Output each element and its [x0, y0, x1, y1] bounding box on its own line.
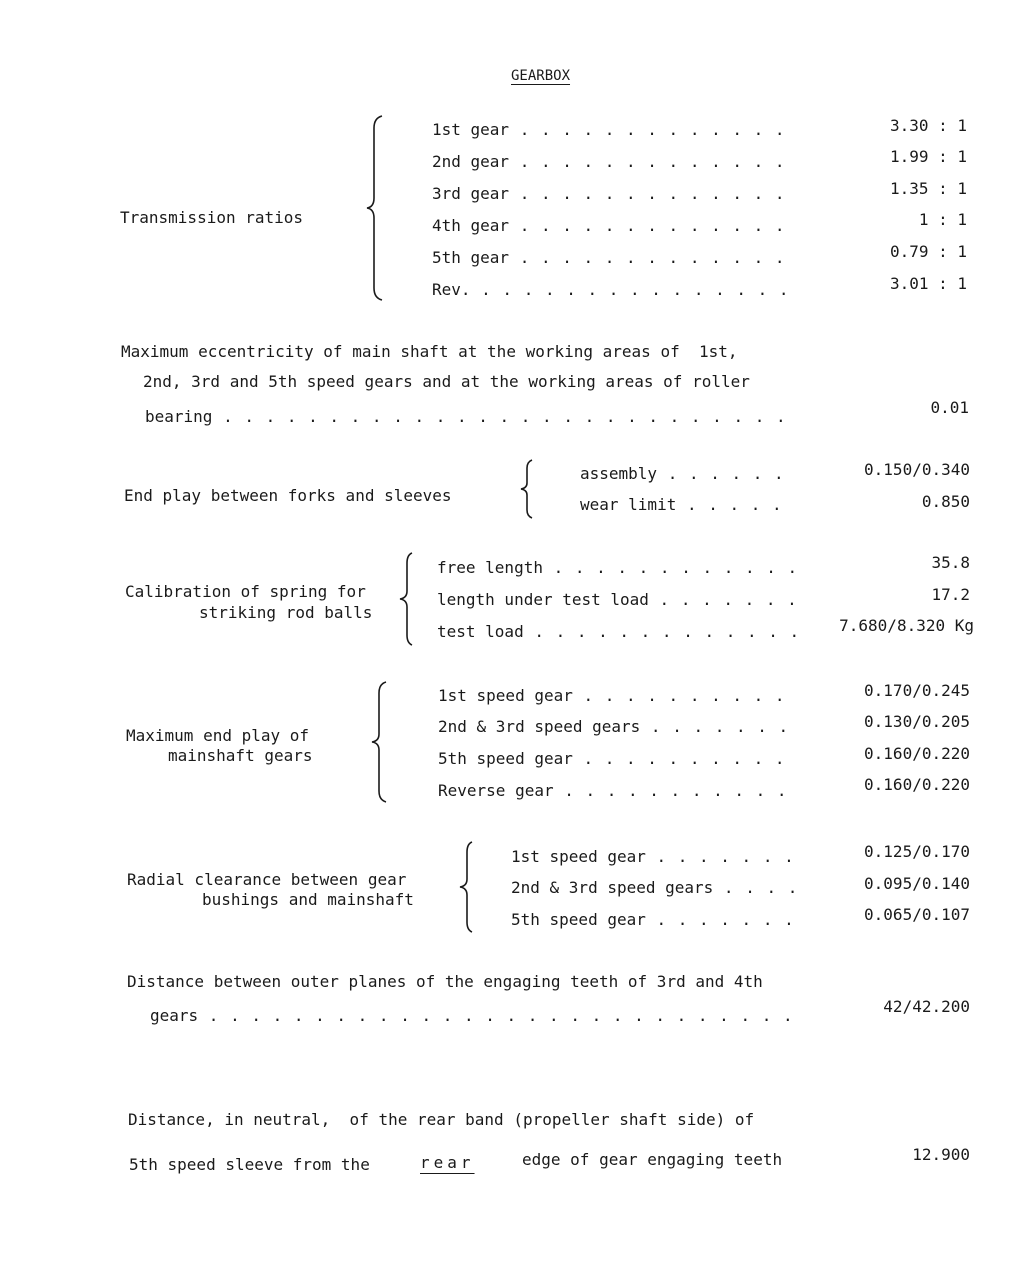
distance-teeth-value: 42/42.200: [883, 997, 970, 1016]
radial-row-name: 2nd & 3rd speed gears . . .: [511, 878, 796, 898]
eccentricity-line-1: Maximum eccentricity of main shaft at the working areas of 1st,: [121, 342, 738, 361]
gear-ratio-value: 0.79 : 1: [889, 242, 967, 261]
radial-brace: [458, 842, 476, 932]
gear-ratio-value: 1.35 : 1: [889, 179, 967, 198]
end-play-gears-row-value: 0.170/0.245: [864, 681, 970, 700]
end-play-gears-row-name: Reverse gear . . .: [438, 781, 796, 801]
end-play-gears-row-name: 1st speed gear . . .: [438, 686, 796, 706]
spring-row-value: 7.680/8.320 Kg: [839, 616, 974, 635]
gear-ratio-name: Rev. . . .: [432, 280, 796, 300]
radial-row-value: 0.095/0.140: [864, 874, 970, 893]
end-play-forks-row-value: 0.850: [921, 492, 970, 511]
eccentricity-line-3: bearing . . .: [145, 407, 796, 427]
radial-row-name: 1st speed gear . . .: [511, 847, 796, 867]
spring-row-value: 17.2: [931, 585, 970, 604]
end-play-gears-label-line-1: Maximum end play of: [126, 726, 310, 745]
spring-row-name: length under test load . . .: [437, 590, 796, 610]
end-play-gears-row-name: 5th speed gear . . .: [438, 749, 796, 769]
gear-ratio-name: 5th gear . . .: [432, 248, 796, 268]
eccentricity-line-2: 2nd, 3rd and 5th speed gears and at the working areas of roller: [143, 372, 750, 391]
end-play-forks-label: End play between forks and sleeves: [124, 486, 452, 505]
radial-label-line-2: bushings and mainshaft: [202, 890, 414, 909]
gear-ratio-name: 1st gear . . .: [432, 120, 796, 140]
distance-neutral-value: 12.900: [912, 1145, 970, 1164]
radial-row-name: 5th speed gear . . .: [511, 910, 796, 930]
gear-ratio-name: 4th gear . . .: [432, 216, 796, 236]
radial-row-value: 0.125/0.170: [864, 842, 970, 861]
radial-row-value: 0.065/0.107: [864, 905, 970, 924]
end-play-gears-row-value: 0.160/0.220: [864, 744, 970, 763]
transmission-label: Transmission ratios: [120, 208, 304, 227]
distance-neutral-line-2c: edge of gear engaging teeth: [522, 1150, 783, 1169]
gear-ratio-value: 3.01 : 1: [889, 274, 967, 293]
end-play-gears-row-value: 0.130/0.205: [864, 712, 970, 731]
end-play-gears-label-line-2: mainshaft gears: [168, 746, 313, 765]
end-play-forks-row-name: assembly . . .: [580, 464, 796, 484]
spring-label-line-1: Calibration of spring for: [125, 582, 366, 601]
end-play-gears-brace: [370, 682, 390, 802]
end-play-forks-row-name: wear limit . . .: [580, 495, 796, 515]
end-play-forks-brace: [520, 460, 536, 518]
gear-ratio-value: 3.30 : 1: [889, 116, 967, 135]
gear-ratio-name: 2nd gear . . .: [432, 152, 796, 172]
spring-brace: [398, 553, 416, 645]
distance-neutral-rear-word: rear: [420, 1153, 475, 1172]
end-play-forks-row-value: 0.150/0.340: [864, 460, 970, 479]
distance-teeth-line-1: Distance between outer planes of the engaging teeth of 3rd and 4th: [127, 972, 763, 991]
page-title: GEARBOX: [511, 68, 571, 84]
distance-teeth-line-2: gears . . .: [150, 1006, 796, 1026]
spring-row-name: free length . . .: [437, 558, 796, 578]
transmission-brace: [366, 116, 386, 300]
spring-row-name: test load . . .: [437, 622, 796, 642]
end-play-gears-row-name: 2nd & 3rd speed gears . . .: [438, 717, 796, 737]
gear-ratio-value: 1 : 1: [918, 210, 967, 229]
end-play-gears-row-value: 0.160/0.220: [864, 775, 970, 794]
distance-neutral-line-1: Distance, in neutral, of the rear band (propeller shaft side) of: [128, 1110, 755, 1129]
gear-ratio-name: 3rd gear . . .: [432, 184, 796, 204]
spring-label-line-2: striking rod balls: [199, 603, 373, 622]
spring-row-value: 35.8: [931, 553, 970, 572]
distance-neutral-line-2a: 5th speed sleeve from the: [129, 1155, 370, 1174]
eccentricity-value: 0.01: [930, 398, 969, 417]
gear-ratio-value: 1.99 : 1: [889, 147, 967, 166]
radial-label-line-1: Radial clearance between gear: [127, 870, 407, 889]
